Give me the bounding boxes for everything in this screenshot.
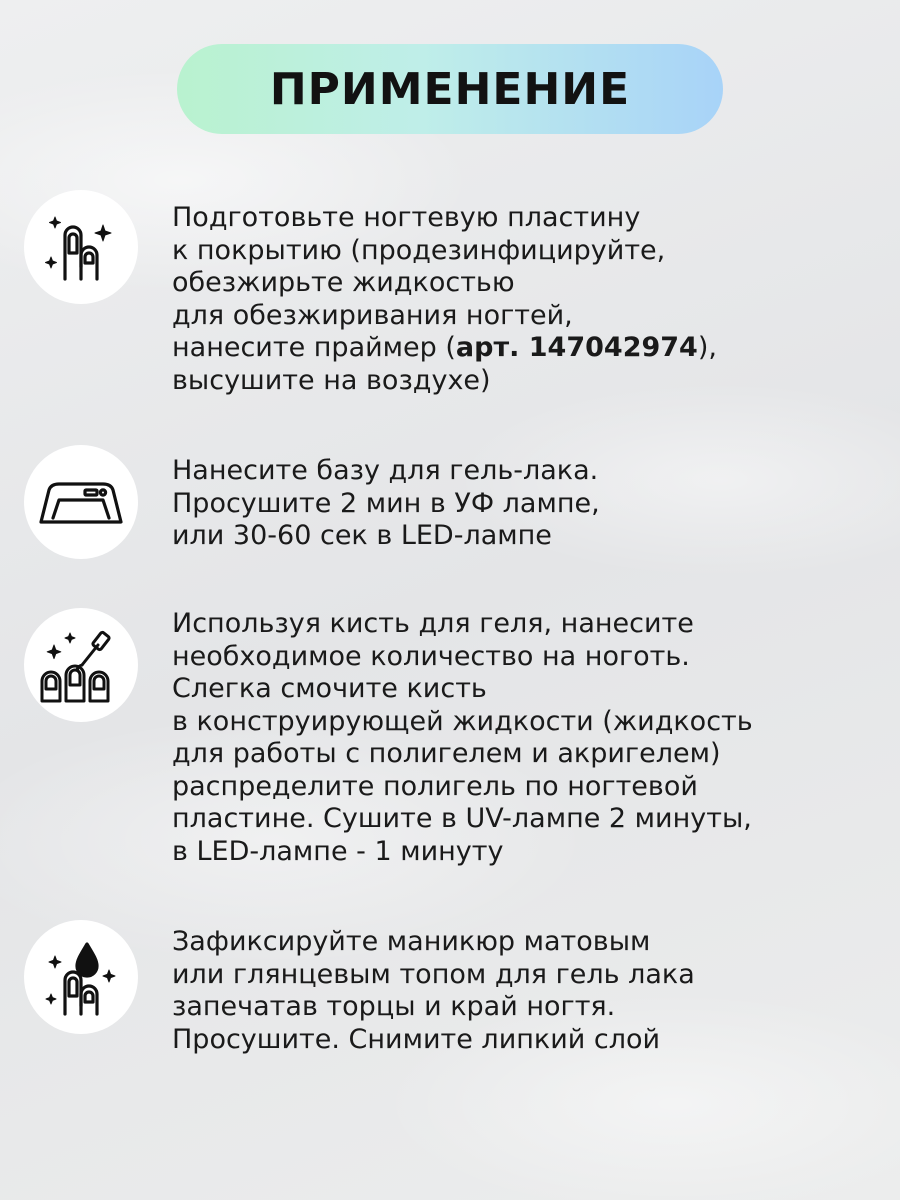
step-1-text-after: ), высушите на воздухе) xyxy=(172,332,717,396)
step-3-text: Используя кисть для геля, нанесите необходимое количество на ноготь. Слегка смочите кисть в конструирующей жидкости (жидкость для работы с полигелем и акригелем) распределите полигель по ногтевой пластине. Сушите в UV-лампе 2 минуты, в LED-лампе - 1 минуту xyxy=(172,608,753,867)
step-1-article-number: арт. 147042974 xyxy=(455,332,698,363)
brush-nails-icon xyxy=(38,623,124,707)
nail-sparkle-icon xyxy=(41,207,121,287)
step-2-text: Нанесите базу для гель-лака. Просушите 2 мин в УФ лампе, или 30-60 сек в LED-лампе xyxy=(172,455,600,551)
page-title: ПРИМЕНЕНИЕ xyxy=(269,63,631,115)
icon-circle xyxy=(24,608,138,722)
icon-circle xyxy=(24,190,138,304)
step-4-text: Зафиксируйте маникюр матовым или глянцевым топом для гель лака запечатав торцы и край ногтя. Просушите. Снимите липкий слой xyxy=(172,926,695,1055)
nail-lamp-icon xyxy=(35,472,127,532)
step-1-text xyxy=(172,202,887,397)
title-banner xyxy=(177,44,723,134)
icon-circle xyxy=(24,920,138,1034)
nail-drop-icon xyxy=(41,936,121,1018)
step-1-text-before: Подготовьте ногтевую пластину к покрытию (продезинфицируйте, обезжирьте жидкостью для обезжиривания ногтей, нанесите праймер ( xyxy=(172,202,666,363)
icon-circle xyxy=(24,445,138,559)
